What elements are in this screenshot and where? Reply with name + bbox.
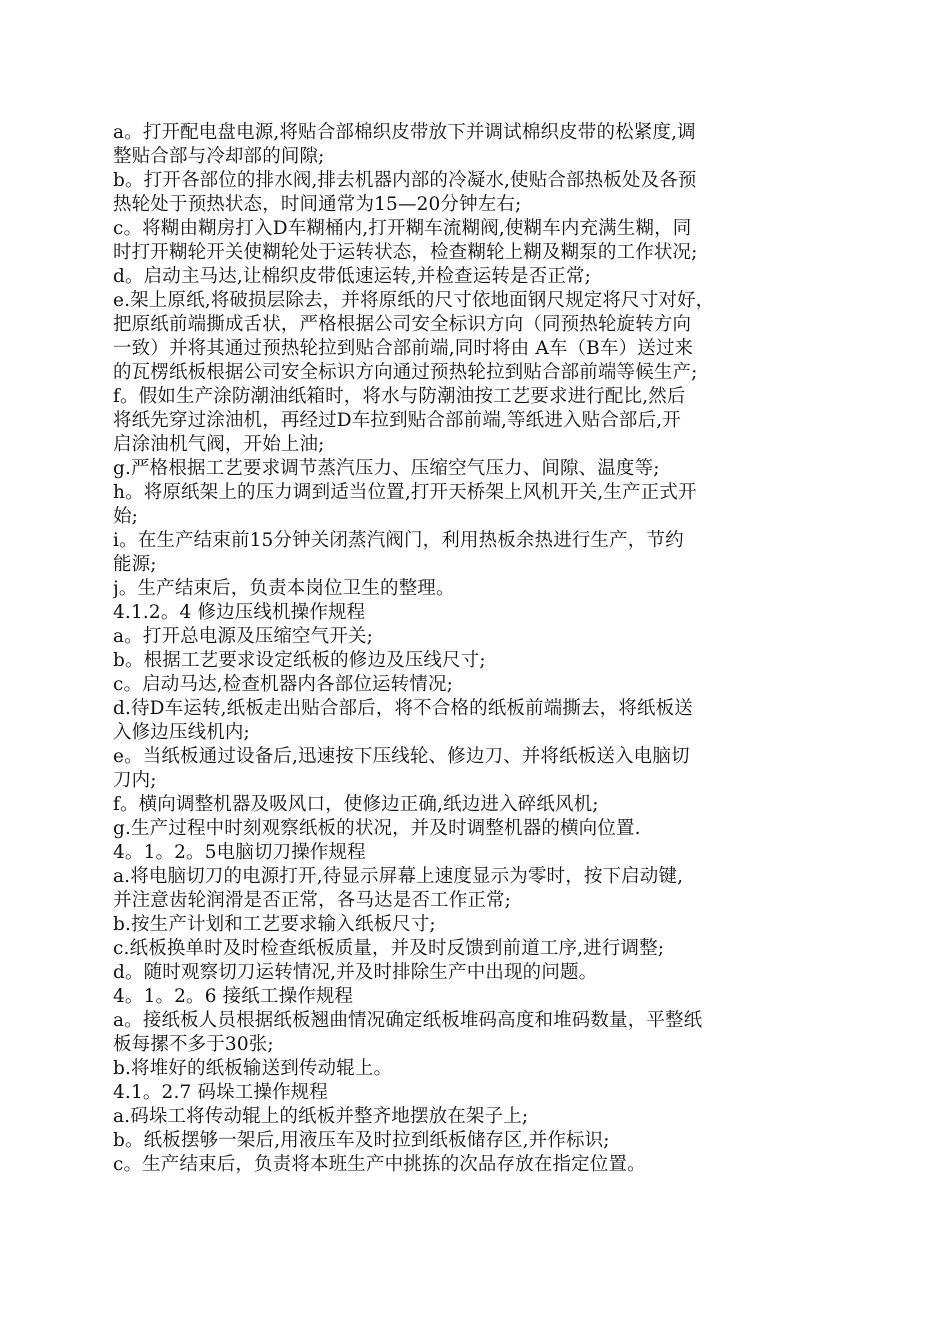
- text-line: g.严格根据工艺要求调节蒸汽压力、压缩空气压力、间隙、温度等;: [113, 458, 660, 479]
- text-line: 始;: [113, 506, 139, 527]
- text-line: b。纸板摆够一架后,用液压车及时拉到纸板储存区,并作标识;: [113, 1130, 610, 1151]
- text-line: a。接纸板人员根据纸板翘曲情况确定纸板堆码高度和堆码数量，平整纸: [113, 1010, 703, 1031]
- text-line: 时打开糊轮开关使糊轮处于运转状态，检查糊轮上糊及糊泵的工作状况;: [113, 242, 698, 263]
- text-line: d。启动主马达,让棉织皮带低速运转,并检查运转是否正常;: [113, 266, 592, 287]
- text-line: f。假如生产涂防潮油纸箱时，将水与防潮油按工艺要求进行配比,然后: [113, 386, 686, 407]
- text-line: 板每摞不多于30张;: [113, 1034, 274, 1055]
- text-line: b.按生产计划和工艺要求输入纸板尺寸;: [113, 914, 436, 935]
- text-line: 热轮处于预热状态，时间通常为15—20分钟左右;: [113, 194, 522, 215]
- text-line: b。打开各部位的排水阀,排去机器内部的冷凝水,使贴合部热板处及各预: [113, 170, 697, 191]
- section-heading: 4。1。2。5电脑切刀操作规程: [113, 842, 366, 863]
- text-line: 启涂油机气阀，开始上油;: [113, 434, 325, 455]
- section-heading: 4.1。2.7 码垛工操作规程: [113, 1082, 328, 1103]
- text-line: 刀内;: [113, 770, 157, 791]
- text-line: 的瓦楞纸板根据公司安全标识方向通过预热轮拉到贴合部前端等候生产;: [113, 362, 698, 383]
- text-line: a。打开总电源及压缩空气开关;: [113, 626, 374, 647]
- text-line: j。生产结束后，负责本岗位卫生的整理。: [113, 578, 455, 599]
- text-line: 能源;: [113, 554, 157, 575]
- text-line: b。根据工艺要求设定纸板的修边及压线尺寸;: [113, 650, 486, 671]
- document-body: [113, 121, 837, 1177]
- text-line: h。将原纸架上的压力调到适当位置,打开天桥架上风机开关,生产正式开: [113, 482, 697, 503]
- text-line: c。启动马达,检查机器内各部位运转情况;: [113, 674, 453, 695]
- text-line: 整贴合部与冷却部的间隙;: [113, 146, 325, 167]
- text-line: d。随时观察切刀运转情况,并及时排除生产中出现的问题。: [113, 962, 598, 983]
- text-line: b.将堆好的纸板输送到传动辊上。: [113, 1058, 393, 1079]
- text-line: a.将电脑切刀的电源打开,待显示屏幕上速度显示为零时，按下启动键,: [113, 866, 684, 887]
- text-line: a。打开配电盘电源,将贴合部棉织皮带放下并调试棉织皮带的松紧度,调: [113, 122, 696, 143]
- text-line: i。在生产结束前15分钟关闭蒸汽阀门，利用热板余热进行生产，节约: [113, 530, 684, 551]
- text-line: 将纸先穿过涂油机，再经过D车拉到贴合部前端,等纸进入贴合部后,开: [113, 410, 681, 431]
- text-line: c。生产结束后，负责将本班生产中挑拣的次品存放在指定位置。: [113, 1154, 646, 1175]
- section-heading: 4。1。2。6 接纸工操作规程: [113, 986, 354, 1007]
- text-line: e.架上原纸,将破损层除去，并将原纸的尺寸依地面钢尺规定将尺寸对好，: [113, 290, 715, 311]
- text-line: f。横向调整机器及吸风口，使修边正确,纸边进入碎纸风机;: [113, 794, 599, 815]
- text-line: c。将糊由糊房打入D车糊桶内,打开糊车流糊阀,使糊车内充满生糊，同: [113, 218, 692, 239]
- text-line: 一致）并将其通过预热轮拉到贴合部前端,同时将由 A车（B车）送过来: [113, 338, 694, 359]
- text-line: c.纸板换单时及时检查纸板质量，并及时反馈到前道工序,进行调整;: [113, 938, 665, 959]
- text-line: a.码垛工将传动辊上的纸板并整齐地摆放在架子上;: [113, 1106, 529, 1127]
- section-heading: 4.1.2。4 修边压线机操作规程: [113, 602, 366, 623]
- text-line: d.待D车运转,纸板走出贴合部后，将不合格的纸板前端撕去，将纸板送: [113, 698, 693, 719]
- text-line: e。当纸板通过设备后,迅速按下压线轮、修边刀、并将纸板送入电脑切: [113, 746, 690, 767]
- text-line: 把原纸前端撕成舌状，严格根据公司安全标识方向（同预热轮旋转方向: [113, 314, 692, 335]
- text-line: g.生产过程中时刻观察纸板的状况，并及时调整机器的横向位置.: [113, 818, 641, 839]
- text-line: 并注意齿轮润滑是否正常，各马达是否工作正常;: [113, 890, 512, 911]
- text-line: 入修边压线机内;: [113, 722, 250, 743]
